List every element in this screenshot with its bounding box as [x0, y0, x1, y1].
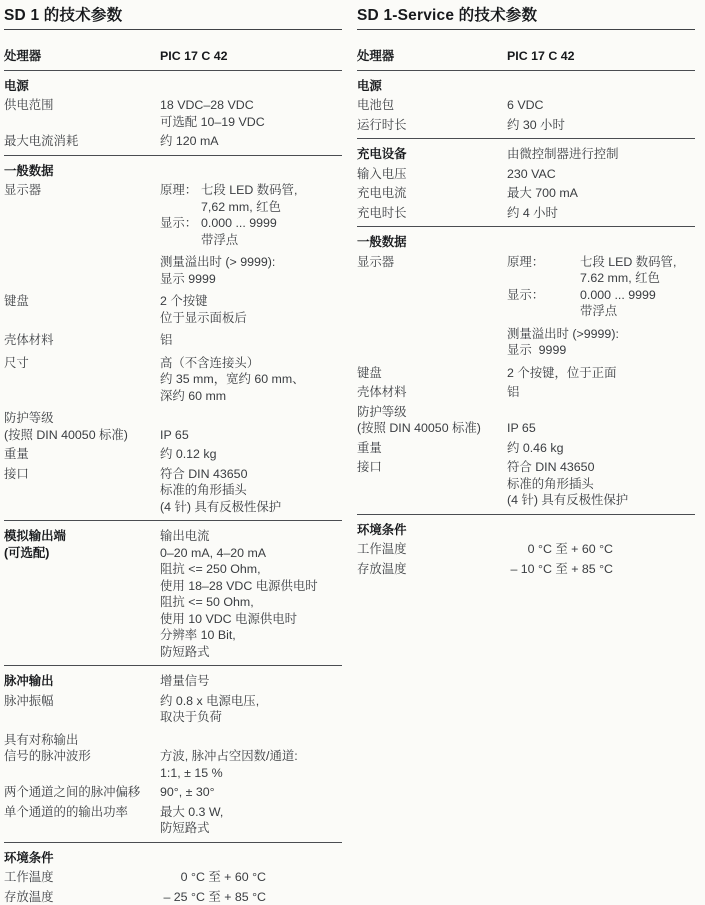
column-sd1 [4, 6, 342, 902]
spec-row [4, 673, 342, 690]
row-value [507, 166, 695, 183]
spec-row [357, 561, 695, 578]
param-value: 2 个按键 [160, 293, 342, 310]
spec-row [357, 459, 695, 509]
param-value: 0 °C 至 + 60 °C [160, 869, 266, 886]
row-value [507, 97, 695, 114]
sub-label: 显示： [507, 287, 580, 304]
row-label [357, 97, 507, 114]
row-value [507, 205, 695, 222]
param-value [160, 199, 342, 216]
param-value: 230 VAC [507, 166, 695, 183]
row-label [4, 97, 160, 130]
row-label [4, 466, 160, 516]
spec-row [357, 440, 695, 457]
row-value [160, 78, 342, 95]
sub-value: 带浮点 [201, 233, 238, 247]
row-label [357, 384, 507, 401]
section-rule [357, 70, 695, 71]
param-value: 方波, 脉冲占空因数/通道: [160, 748, 342, 765]
row-value [160, 48, 342, 65]
row-value [160, 693, 342, 726]
param-label: 供电范围 [4, 97, 160, 114]
param-value: 由微控制器进行控制 [507, 146, 695, 163]
param-label: 接口 [357, 459, 507, 476]
spec-row [4, 804, 342, 837]
row-label [4, 693, 160, 726]
row-label [4, 784, 160, 801]
param-value: 约 0.12 kg [160, 446, 342, 463]
row-value [507, 404, 695, 437]
section-header-label: 脉冲输出 [4, 673, 160, 690]
param-value: 取决于负荷 [160, 709, 342, 726]
param-label: 重量 [4, 446, 160, 463]
param-value: 符合 DIN 43650 [507, 459, 695, 476]
param-value: 可选配 10–19 VDC [160, 114, 342, 131]
param-value: 约 0.46 kg [507, 440, 695, 457]
row-label [357, 365, 507, 382]
row-label [4, 48, 160, 65]
spec-row [4, 163, 342, 180]
row-value [160, 869, 342, 886]
param-value [160, 732, 342, 749]
spec-row [4, 78, 342, 95]
param-value: 约 4 小时 [507, 205, 695, 222]
row-value [507, 440, 695, 457]
sub-value: 0.000 ... 9999 [580, 288, 656, 302]
sections-container [357, 48, 695, 577]
param-value: 测量溢出时 (> 9999): [160, 254, 342, 271]
param-value: 深约 60 mm [160, 388, 342, 405]
row-value [507, 459, 695, 509]
spec-row [357, 78, 695, 95]
section-header-label: 处理器 [4, 48, 160, 65]
section-rule [4, 155, 342, 156]
param-value [507, 254, 695, 271]
spec-row [4, 889, 342, 905]
row-label [4, 163, 160, 180]
param-value: 最大 0.3 W, [160, 804, 342, 821]
param-label: (按照 DIN 40050 标准) [4, 427, 160, 444]
column-sd1-service [357, 6, 695, 902]
section-rule [4, 70, 342, 71]
param-value: 高（不含连接头） [160, 355, 342, 372]
row-label [4, 78, 160, 95]
section-rule [4, 520, 342, 521]
param-value: PIC 17 C 42 [507, 48, 695, 65]
param-value: 使用 18–28 VDC 电源供电时 [160, 578, 342, 595]
spec-row [4, 48, 342, 65]
section-rule [357, 226, 695, 227]
row-label [4, 133, 160, 150]
sub-label: 原理： [160, 182, 201, 199]
spec-row [4, 355, 342, 405]
spec-row [357, 185, 695, 202]
param-value: 约 0.8 x 电源电压, [160, 693, 342, 710]
param-value: 增量信号 [160, 673, 342, 690]
row-label [4, 355, 160, 405]
param-label: 防护等级 [4, 410, 160, 427]
sections-container [4, 48, 342, 905]
spec-row [4, 293, 342, 326]
param-label: 键盘 [357, 365, 507, 382]
param-value: 显示 9999 [507, 342, 695, 359]
row-label [357, 78, 507, 95]
param-label: 单个通道的的输出功率 [4, 804, 160, 821]
param-label: 防护等级 [357, 404, 507, 421]
row-label [357, 459, 507, 509]
param-label: 壳体材料 [357, 384, 507, 401]
row-label [4, 889, 160, 905]
param-label: 输入电压 [357, 166, 507, 183]
row-value [160, 466, 342, 516]
param-label: 工作温度 [4, 869, 160, 886]
section-header-label: 电源 [357, 78, 507, 95]
param-value: 测量溢出时 (>9999): [507, 326, 695, 343]
spec-row [357, 541, 695, 558]
param-label: 工作温度 [357, 541, 507, 558]
row-label [357, 185, 507, 202]
param-label: 最大电流消耗 [4, 133, 160, 150]
row-label [357, 48, 507, 65]
sub-value: 7,62 mm, 红色 [201, 200, 281, 214]
spec-row [357, 146, 695, 163]
row-label [357, 234, 507, 251]
spec-row [357, 365, 695, 382]
row-label [4, 446, 160, 463]
param-value: 18 VDC–28 VDC [160, 97, 342, 114]
param-label: 脉冲振幅 [4, 693, 160, 710]
spec-row [357, 48, 695, 65]
param-value [507, 303, 695, 320]
section-header-label: 环境条件 [357, 522, 507, 539]
sub-label: 原理： [507, 254, 580, 271]
row-label [4, 528, 160, 660]
row-value [507, 234, 695, 251]
row-label [357, 117, 507, 134]
spec-row [357, 404, 695, 437]
section-header-label: 处理器 [357, 48, 507, 65]
param-value [160, 410, 342, 427]
row-label [357, 254, 507, 320]
section-rule [4, 842, 342, 843]
param-value: – 25 °C 至 + 85 °C [160, 889, 266, 905]
row-label [4, 254, 160, 287]
param-value: (4 针) 具有反极性保护 [160, 499, 342, 516]
param-value: 最大 700 mA [507, 185, 695, 202]
row-label [4, 332, 160, 349]
row-value [160, 182, 342, 248]
param-label: 显示器 [357, 254, 507, 271]
row-label [4, 410, 160, 443]
page-title-sd1-service: SD 1-Service 的技术参数 [357, 6, 695, 25]
param-label: 接口 [4, 466, 160, 483]
param-value: 防短路式 [160, 820, 342, 837]
param-value [507, 270, 695, 287]
param-label: 存放温度 [4, 889, 160, 905]
row-value [507, 254, 695, 320]
param-value: 输出电流 [160, 528, 342, 545]
section-header-label: 充电设备 [357, 146, 507, 163]
row-value [507, 326, 695, 359]
row-value [160, 850, 342, 867]
spec-row [4, 869, 342, 886]
row-label [4, 732, 160, 782]
row-label [4, 293, 160, 326]
param-label: 具有对称输出 [4, 732, 160, 749]
row-value [160, 254, 342, 287]
param-value: PIC 17 C 42 [160, 48, 342, 65]
row-label [357, 326, 507, 359]
param-label: 壳体材料 [4, 332, 160, 349]
sub-value: 七段 LED 数码管, [201, 183, 297, 197]
spec-row [357, 205, 695, 222]
spec-row [4, 410, 342, 443]
param-value [507, 404, 695, 421]
section-header-label: 环境条件 [4, 850, 160, 867]
title-rule [4, 29, 342, 30]
param-value: 分辨率 10 Bit, [160, 627, 342, 644]
spec-row [357, 117, 695, 134]
row-label [4, 850, 160, 867]
sub-value: 0.000 ... 9999 [201, 216, 277, 230]
row-value [160, 784, 342, 801]
param-value: – 10 °C 至 + 85 °C [507, 561, 613, 578]
title-rule [357, 29, 695, 30]
param-label: 信号的脉冲波形 [4, 748, 160, 765]
sub-value: 7.62 mm, 红色 [580, 271, 660, 285]
sub-value: 七段 LED 数码管, [580, 255, 676, 269]
spec-row [357, 384, 695, 401]
section-header-label: (可选配) [4, 545, 160, 562]
row-label [357, 541, 507, 558]
row-value [160, 889, 342, 905]
row-label [4, 869, 160, 886]
row-label [4, 673, 160, 690]
param-value [507, 287, 695, 304]
section-header-label: 一般数据 [357, 234, 507, 251]
spec-row [4, 528, 342, 660]
sub-label: 显示： [160, 215, 201, 232]
row-value [507, 522, 695, 539]
spec-row [4, 97, 342, 130]
param-value: IP 65 [160, 427, 342, 444]
param-value [160, 232, 342, 249]
section-rule [357, 138, 695, 139]
row-value [160, 732, 342, 782]
sub-value: 带浮点 [580, 304, 617, 318]
row-value [160, 528, 342, 660]
param-value: (4 针) 具有反极性保护 [507, 492, 695, 509]
row-value [160, 673, 342, 690]
param-label: 两个通道之间的脉冲偏移 [4, 784, 160, 801]
param-value: 位于显示面板后 [160, 310, 342, 327]
param-value: 0 °C 至 + 60 °C [507, 541, 613, 558]
spec-row [357, 97, 695, 114]
param-label: 键盘 [4, 293, 160, 310]
param-value [160, 215, 342, 232]
row-value [160, 133, 342, 150]
param-label: 充电时长 [357, 205, 507, 222]
spec-row [4, 182, 342, 248]
param-value: 6 VDC [507, 97, 695, 114]
spec-row [357, 254, 695, 320]
row-value [160, 97, 342, 130]
row-label [4, 182, 160, 248]
param-label: (按照 DIN 40050 标准) [357, 420, 507, 437]
param-value: 阻抗 <= 50 Ohm, [160, 594, 342, 611]
page-title-sd1: SD 1 的技术参数 [4, 6, 342, 25]
row-value [160, 332, 342, 349]
spec-row [4, 693, 342, 726]
param-label: 电池包 [357, 97, 507, 114]
param-label: 存放温度 [357, 561, 507, 578]
row-label [357, 146, 507, 163]
section-header-label: 模拟输出端 [4, 528, 160, 545]
row-label [357, 561, 507, 578]
section-header-label: 电源 [4, 78, 160, 95]
param-value: IP 65 [507, 420, 695, 437]
row-value [160, 163, 342, 180]
row-label [357, 522, 507, 539]
param-value: 阻抗 <= 250 Ohm, [160, 561, 342, 578]
spec-row [4, 732, 342, 782]
row-label [357, 440, 507, 457]
row-value [160, 355, 342, 405]
param-value: 标准的角形插头 [160, 482, 342, 499]
param-value: 标准的角形插头 [507, 476, 695, 493]
spec-row [357, 522, 695, 539]
row-value [507, 185, 695, 202]
row-value [507, 541, 695, 558]
param-label: 显示器 [4, 182, 160, 199]
param-value: 约 35 mm，宽约 60 mm、 [160, 371, 342, 388]
section-rule [357, 514, 695, 515]
param-label: 尺寸 [4, 355, 160, 372]
row-label [357, 205, 507, 222]
param-value: 2 个按键，位于正面 [507, 365, 695, 382]
spec-row [4, 446, 342, 463]
param-value: 防短路式 [160, 644, 342, 661]
param-value: 90°, ± 30° [160, 784, 342, 801]
row-value [160, 804, 342, 837]
spec-row [4, 332, 342, 349]
spec-row [4, 466, 342, 516]
row-value [507, 48, 695, 65]
row-value [160, 410, 342, 443]
param-value: 显示 9999 [160, 271, 342, 288]
section-header-label: 一般数据 [4, 163, 160, 180]
param-value: 符合 DIN 43650 [160, 466, 342, 483]
param-value: 0–20 mA, 4–20 mA [160, 545, 342, 562]
param-value: 约 30 小时 [507, 117, 695, 134]
param-value: 1:1, ± 15 % [160, 765, 342, 782]
spec-row [357, 234, 695, 251]
spec-row [357, 326, 695, 359]
row-value [507, 117, 695, 134]
section-rule [4, 665, 342, 666]
param-value: 铝 [160, 332, 342, 349]
row-value [507, 561, 695, 578]
param-label: 充电电流 [357, 185, 507, 202]
row-label [357, 404, 507, 437]
row-value [160, 293, 342, 326]
param-label: 运行时长 [357, 117, 507, 134]
param-value: 使用 10 VDC 电源供电时 [160, 611, 342, 628]
spec-row [4, 784, 342, 801]
spec-row [4, 254, 342, 287]
param-value: 铝 [507, 384, 695, 401]
row-value [507, 365, 695, 382]
spec-row [4, 133, 342, 150]
row-value [160, 446, 342, 463]
param-label: 重量 [357, 440, 507, 457]
row-value [507, 78, 695, 95]
row-label [4, 804, 160, 837]
param-value: 约 120 mA [160, 133, 342, 150]
param-value [160, 182, 342, 199]
spec-row [4, 850, 342, 867]
spec-row [357, 166, 695, 183]
row-label [357, 166, 507, 183]
row-value [507, 384, 695, 401]
row-value [507, 146, 695, 163]
